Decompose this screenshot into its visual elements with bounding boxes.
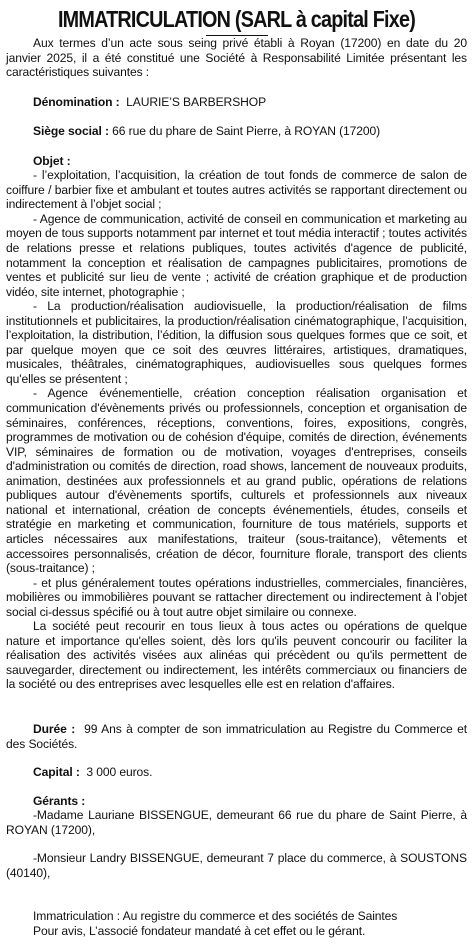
duree-value: 99 Ans à compter de son immatriculation au Registre du Commerce et des Sociétés. [6, 721, 468, 751]
gerants-label: Gérants : [33, 793, 86, 808]
gerant-item: -Monsieur Landry BISSENGUE, demeurant 7 place du commerce, à SOUSTONS (40140), [6, 851, 467, 880]
capital-label: Capital : [33, 765, 80, 780]
gerant-item: -Madame Lauriane BISSENGUE, demeurant 66 rue du phare de Saint Pierre, à ROYAN (17200), [6, 808, 467, 837]
objet-item: - Agence événementielle, création conception réalisation organisation et communication d'évènements privés ou professionnels, conception et organisation de séminaires, conférences, réceptions, conventions, foires, expositions, congrès, programmes de motivation ou de cohésion d'équipe, comités de direction, événements VIP, séminaires de formation ou de motivation, voyages d'entreprises, conseils d'administration ou comités de direction, road shows, lancement de nouveaux produits, animation, destinées aux professionnels et au grand public, opérations de relations publiques autour d'évènements sportifs, culturels et professionnels aux niveaux national et international, création de concepts événementiels, études, conseils et stratégie en marketing et communication, fourniture de tous matériels, supports et articles nécessaires aux manifestations, traiteur (sous-traitance), vêtements et accessoires personnalisés, création de décor, fourniture florale, transport des clients (sous-traitance) ; [6, 386, 467, 576]
objet-item: - l’exploitation, l’acquisition, la création de tout fonds de commerce de salon de coiffure / barbier fixe et ambulant et toutes autres activités se rapportant directement ou indirectement à l’objet social ; [6, 168, 467, 212]
denomination-label: Dénomination : [33, 94, 120, 109]
avis-line: Pour avis, L’associé fondateur mandaté à cet effet ou le gérant. [33, 923, 366, 938]
capital-value: 3 000 euros. [86, 765, 153, 780]
duree-label: Durée : [33, 721, 76, 736]
siege-value: 66 rue du phare de Saint Pierre, à ROYAN (17200) [112, 124, 381, 139]
duree-line [6, 722, 467, 751]
capital-line [6, 765, 467, 780]
siege-label: Siège social : [33, 124, 109, 139]
denomination-value: LAURIE’S BARBERSHOP [126, 94, 267, 109]
denomination-line [6, 95, 467, 110]
notice-title: IMMATRICULATION (SARL à capital Fixe) [57, 6, 416, 32]
objet-paragraph: La société peut recourir en tous lieux à tous actes ou opérations de quelque nature et importance qu'elles soient, dès lors qu'ils peuvent concourir ou faciliter la réalisation des activités visées aux alinéas qui précèdent ou qu'ils permettent de sauvegarder, directement ou indirectement, les intérêts commerciaux ou financiers de la société ou des entreprises avec lesquelles elle est en relation d'affaires. [6, 619, 467, 692]
immatriculation-line: Immatriculation : Au registre du commerce et des sociétés de Saintes [33, 909, 398, 924]
objet-label: Objet : [33, 153, 71, 168]
siege-line [6, 124, 467, 139]
intro-paragraph: Aux termes d’un acte sous seing privé établi à Royan (17200) en date du 20 janvier 2025, il a été constitué une Société à Responsabilité Limitée présentant les caractéristiques suivantes : [6, 36, 467, 80]
objet-item: - La production/réalisation audiovisuelle, la production/réalisation de films institutionnels et publicitaires, la production/réalisation cinématographique, l’acquisition, l’exploitation, la distribution, l’édition, la diffusion sous quelques formes que ce soit, et par quelque moyen que ce soit des œuvres littéraires, artistiques, dramatiques, musicales, théâtrales, cinématographiques, audiovisuelles sous quelques formes qu'elles se présentent ; [6, 299, 467, 386]
objet-item: - Agence de communication, activité de conseil en communication et marketing au moyen de tous supports notamment par internet et tout média interactif ; toutes activités de relations presse et relations publiques, toutes activités d'agence de publicité, notamment la conception et réalisation de campagnes publicitaires, promotions de ventes et publicité sur lieu de vente ; activité de création graphique et de production vidéo, site internet, photographie ; [6, 211, 467, 299]
objet-item: - et plus généralement toutes opérations industrielles, commerciales, financières, mobilières ou immobilières pouvant se rattacher directement ou indirectement à l’objet social ci-dessus spécifié ou à tout autre objet similaire ou connexe. [6, 575, 467, 619]
